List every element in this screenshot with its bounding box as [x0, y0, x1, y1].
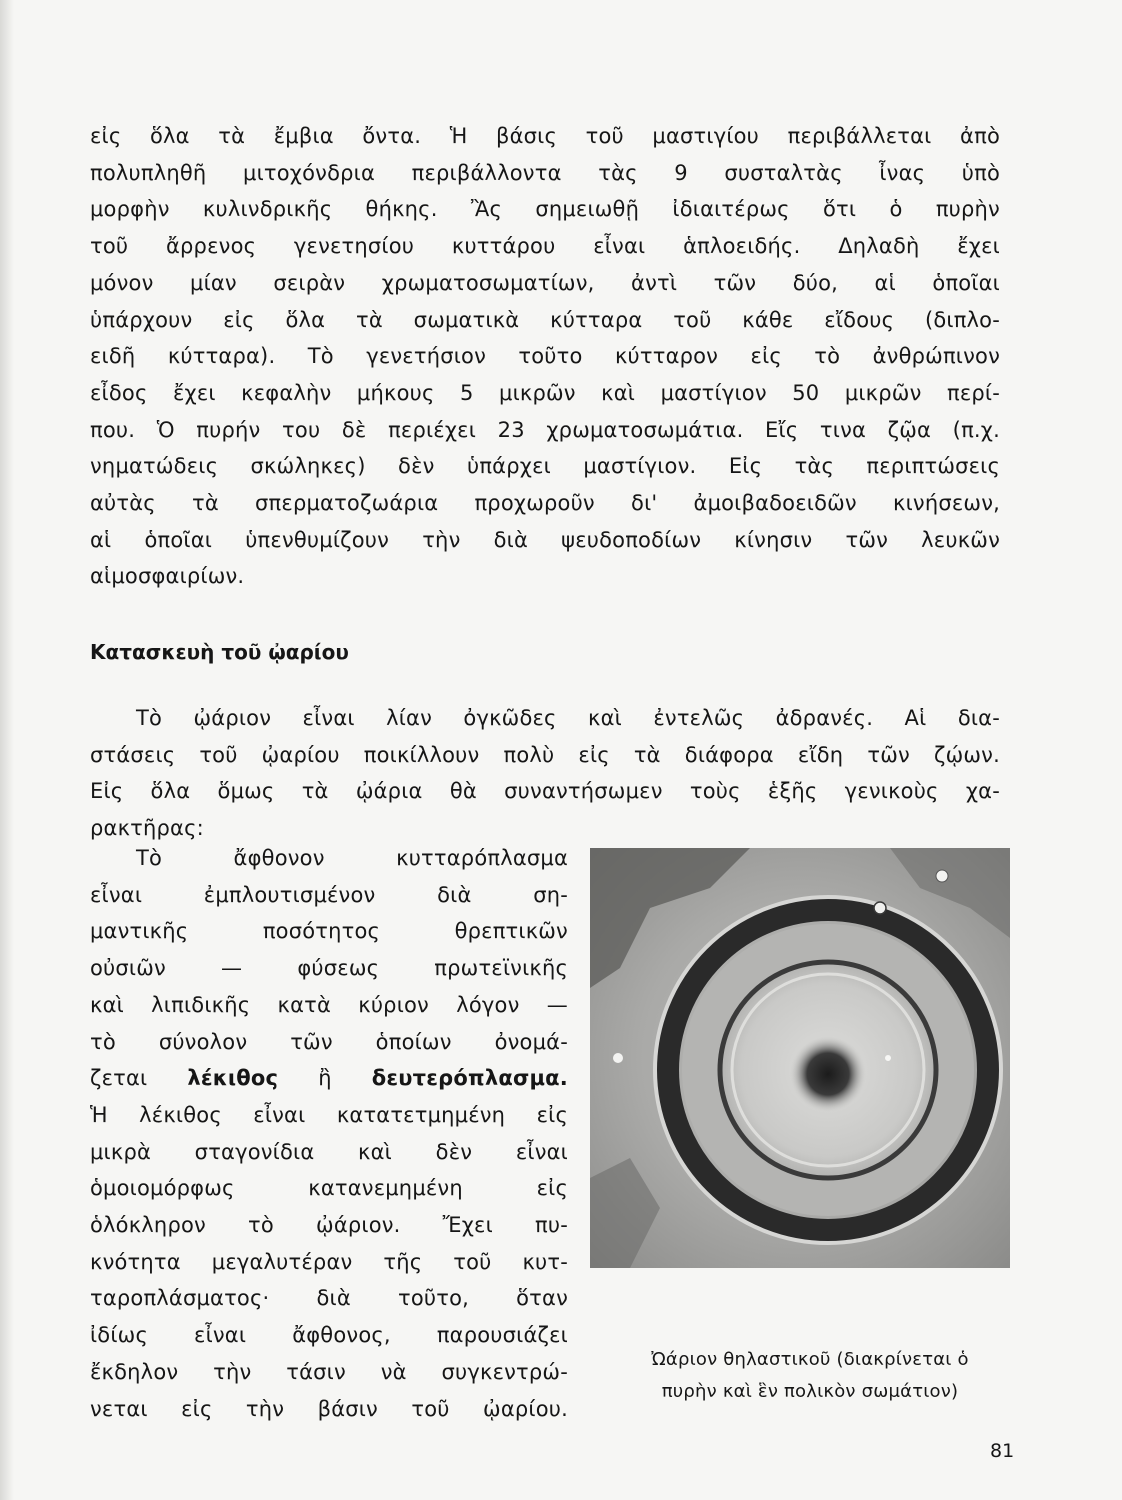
caption-line: Ὠάριον θηλαστικοῦ (διακρίνεται ὁ — [651, 1349, 969, 1370]
text-line: ὑπάρχουν εἰς ὅλα τὰ σωματικὰ κύτταρα τοῦ κάθε εἴδους (διπλο- — [90, 307, 1000, 332]
term-conjunction: ἢ — [318, 1066, 332, 1091]
text-line: τοῦ ἄρρενος γενετησίου κυττάρου εἶναι ἁπλοειδής. Δηλαδὴ ἔχει — [90, 234, 1000, 259]
text-line: εἶδος ἔχει κεφαλὴν μήκους 5 μικρῶν καὶ μαστίγιον 50 μικρῶν περί- — [90, 380, 1000, 405]
term-deuteroplasma: δευτερόπλασμα. — [371, 1066, 568, 1091]
text-line: Ἡ λέκιθος εἶναι κατατετμημένη εἰς — [90, 1102, 568, 1127]
text-line: μαντικῆς ποσότητος θρεπτικῶν — [90, 919, 568, 944]
small-particle — [936, 870, 948, 882]
text-line: ἔκδηλον τὴν τάσιν νὰ συγκεντρώ- — [90, 1359, 568, 1384]
text-line: πολυπληθῆ μιτοχόνδρια περιβάλλοντα τὰς 9 συσταλτὰς ἶνας ὑπὸ — [90, 160, 1000, 185]
text-line: αἱ ὁποῖαι ὑπενθυμίζουν τὴν διὰ ψευδοποδίων κίνησιν τῶν λευκῶν — [90, 527, 1000, 552]
text-line-with-terms — [90, 1060, 568, 1097]
ovum-micrograph — [590, 848, 1010, 1268]
text-line: Τὸ ἄφθονον κυτταρόπλασμα — [136, 846, 568, 870]
text-line: ρακτῆρας: — [90, 816, 204, 841]
text-line: ειδῆ κύτταρα). Τὸ γενετήσιον τοῦτο κύτταρον εἰς τὸ ἀνθρώπινον — [90, 344, 1000, 369]
page-number: 81 — [990, 1440, 1015, 1462]
page-binding-shadow — [0, 0, 14, 1500]
intro-paragraph — [90, 700, 1000, 847]
text-line: καὶ λιπιδικῆς κατὰ κύριον λόγον — — [90, 992, 568, 1017]
text-line: στάσεις τοῦ ᾠαρίου ποικίλλουν πολὺ εἰς τὰ διάφορα εἴδη τῶν ζῴων. — [90, 742, 1000, 767]
text-line: τὸ σύνολον τῶν ὁποίων ὀνομά- — [90, 1029, 568, 1054]
text-line: που. Ὁ πυρήν του δὲ περιέχει 23 χρωματοσωμάτια. Εἴς τινα ζῷα (π.χ. — [90, 417, 1000, 442]
text-line: ἰδίως εἶναι ἄφθονος, παρουσιάζει — [90, 1323, 568, 1348]
text-line: αὐτὰς τὰ σπερματοζωάρια προχωροῦν δι' ἀμοιβαδοειδῶν κινήσεων, — [90, 491, 1000, 516]
text-line: εἶναι ἐμπλουτισμένον διὰ ση- — [90, 882, 568, 907]
text-line: Εἰς ὅλα ὅμως τὰ ᾠάρια θὰ συναντήσωμεν τοὺς ἑξῆς γενικοὺς χα- — [90, 779, 1000, 804]
ovum-nucleus — [790, 1036, 866, 1112]
text-line: νηματώδεις σκώληκες) δὲν ὑπάρχει μαστίγιον. Εἰς τὰς περιπτώσεις — [90, 454, 1000, 479]
column-paragraph — [90, 840, 568, 1427]
text-line: αἱμοσφαιρίων. — [90, 564, 245, 589]
caption-line: πυρὴν καὶ ἓν πολικὸν σωμάτιον) — [661, 1381, 959, 1402]
text-line: μικρὰ σταγονίδια καὶ δὲν εἶναι — [90, 1139, 568, 1164]
top-paragraph — [90, 118, 1000, 595]
polar-body — [874, 902, 886, 914]
text-line: ὁλόκληρον τὸ ᾠάριον. Ἔχει πυ- — [90, 1213, 568, 1238]
figure-caption — [600, 1344, 1020, 1408]
term-lecithos: λέκιθος — [187, 1066, 279, 1091]
text-line: ταροπλάσματος· διὰ τοῦτο, ὅταν — [90, 1286, 568, 1311]
text-line: εἰς ὅλα τὰ ἔμβια ὄντα. Ἡ βάσις τοῦ μαστιγίου περιβάλλεται ἀπὸ — [90, 124, 1000, 148]
term-line-prefix: ζεται — [90, 1066, 148, 1091]
text-line: νεται εἰς τὴν βάσιν τοῦ ᾠαρίου. — [90, 1396, 568, 1421]
small-particle — [885, 1055, 891, 1061]
text-line: ὁμοιομόρφως κατανεμημένη εἰς — [90, 1176, 568, 1201]
text-line: μόνον μίαν σειρὰν χρωματοσωματίων, ἀντὶ τῶν δύο, αἱ ὁποῖαι — [90, 270, 1000, 295]
text-line: κνότητα μεγαλυτέραν τῆς τοῦ κυτ- — [90, 1249, 568, 1274]
text-line: οὐσιῶν — φύσεως πρωτεϊνικῆς — [90, 956, 568, 981]
ovum-micrograph-drawing — [590, 848, 1010, 1268]
text-line: Τὸ ᾠάριον εἶναι λίαν ὀγκῶδες καὶ ἐντελῶς ἀδρανές. Αἱ δια- — [136, 706, 1000, 730]
small-particle — [613, 1053, 623, 1063]
text-line: μορφὴν κυλινδρικῆς θήκης. Ἂς σημειωθῇ ἰδιαιτέρως ὅτι ὁ πυρὴν — [90, 197, 1000, 222]
section-heading: Κατασκευὴ τοῦ ᾠαρίου — [90, 640, 349, 664]
